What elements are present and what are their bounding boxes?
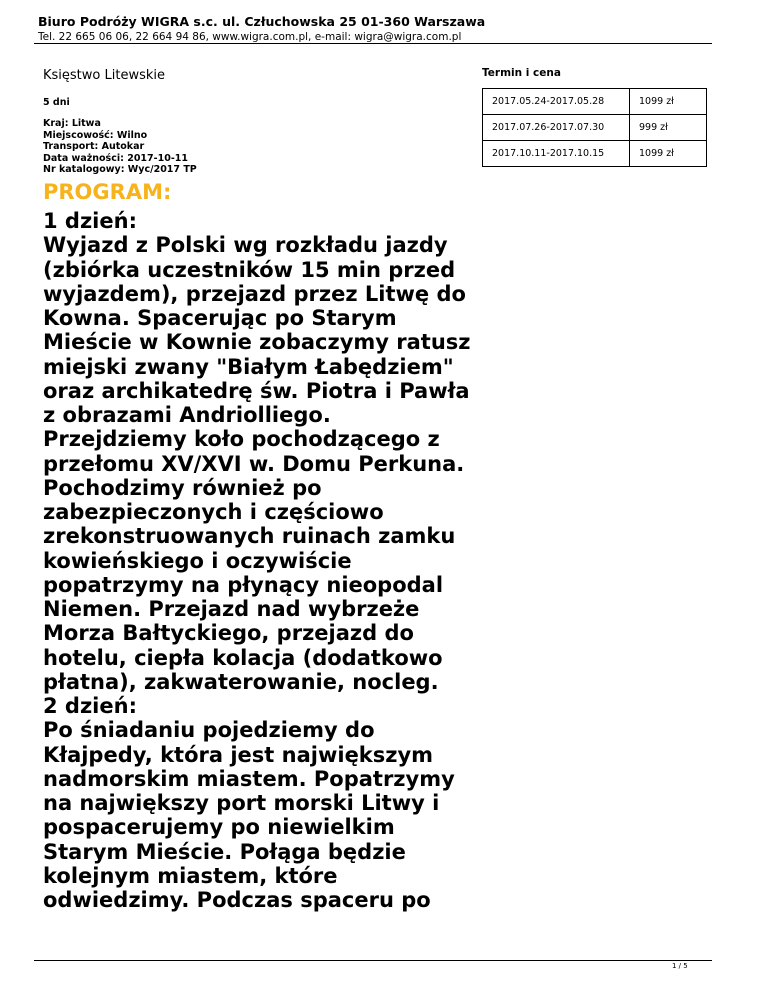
term-cell: 2017.05.24-2017.05.28 [483,89,630,115]
price-cell: 999 zł [630,115,707,141]
price-cell: 1099 zł [630,141,707,167]
program-section [43,176,473,912]
tour-duration: 5 dni [43,97,70,108]
header-divider [34,43,712,44]
table-row [483,141,707,167]
tour-summary [43,60,463,176]
detail-city: Miejscowość: Wilno [43,129,148,141]
price-cell: 1099 zł [630,89,707,115]
detail-transport: Transport: Autokar [43,141,145,152]
table-row [483,115,707,141]
price-section [482,66,708,167]
term-cell: 2017.07.26-2017.07.30 [483,115,630,141]
program-heading: PROGRAM: [43,180,172,204]
day-description: Po śniadaniu pojedziemy do Kłajpedy, która jest największym nadmorskim miastem. Popatrzymy na największy port morski Litwy i pospacerujemy po niewielkim Starym Mieście. Połąga będzie kolejnym miastem, które odwiedzimy. Podczas spaceru po [43,718,455,912]
term-cell: 2017.10.11-2017.10.15 [483,141,630,167]
day-label: 1 dzień: [43,209,137,233]
company-contact: Tel. 22 665 06 06, 22 664 94 86, www.wigra.com.pl, e-mail: wigra@wigra.com.pl [38,31,462,43]
day-label: 2 dzień: [43,694,137,718]
footer-divider [34,960,712,961]
program-body [43,209,473,912]
detail-catalog-number: Nr katalogowy: Wyc/2017 TP [43,164,197,175]
price-heading: Termin i cena [482,67,561,79]
price-table [482,88,707,167]
company-name: Biuro Podróży WIGRA s.c. ul. Człuchowska 25 01-360 Warszawa [38,14,486,29]
detail-country: Kraj: Litwa [43,118,101,129]
tour-title: Księstwo Litewskie [43,68,165,83]
page-number: 1 / 5 [672,962,688,970]
detail-valid-until: Data ważności: 2017-10-11 [43,152,188,164]
day-description: Wyjazd z Polski wg rozkładu jazdy (zbiórka uczestników 15 min przed wyjazdem), przejazd przez Litwę do Kowna. Spacerując po Starym Mieście w Kownie zobaczymy ratusz miejski zwany "Białym Łabędziem" oraz archikatedrę św. Piotra i Pawła z obrazami Andriolliego. Przejdziemy koło pochodzącego z przełomu XV/XVI w. Domu Perkuna. Pochodzimy również po zabezpieczonych i częściowo zrekonstruowanych ruinach zamku kowieńskiego i oczywiście popatrzymy na płynący nieopodal Niemen. Przejazd nad wybrzeże Morza Bałtyckiego, przejazd do hotelu, ciepła kolacja (dodatkowo płatna), zakwaterowanie, nocleg. [43,233,471,694]
table-row [483,89,707,115]
tour-details [43,118,463,176]
page-header [38,14,712,44]
